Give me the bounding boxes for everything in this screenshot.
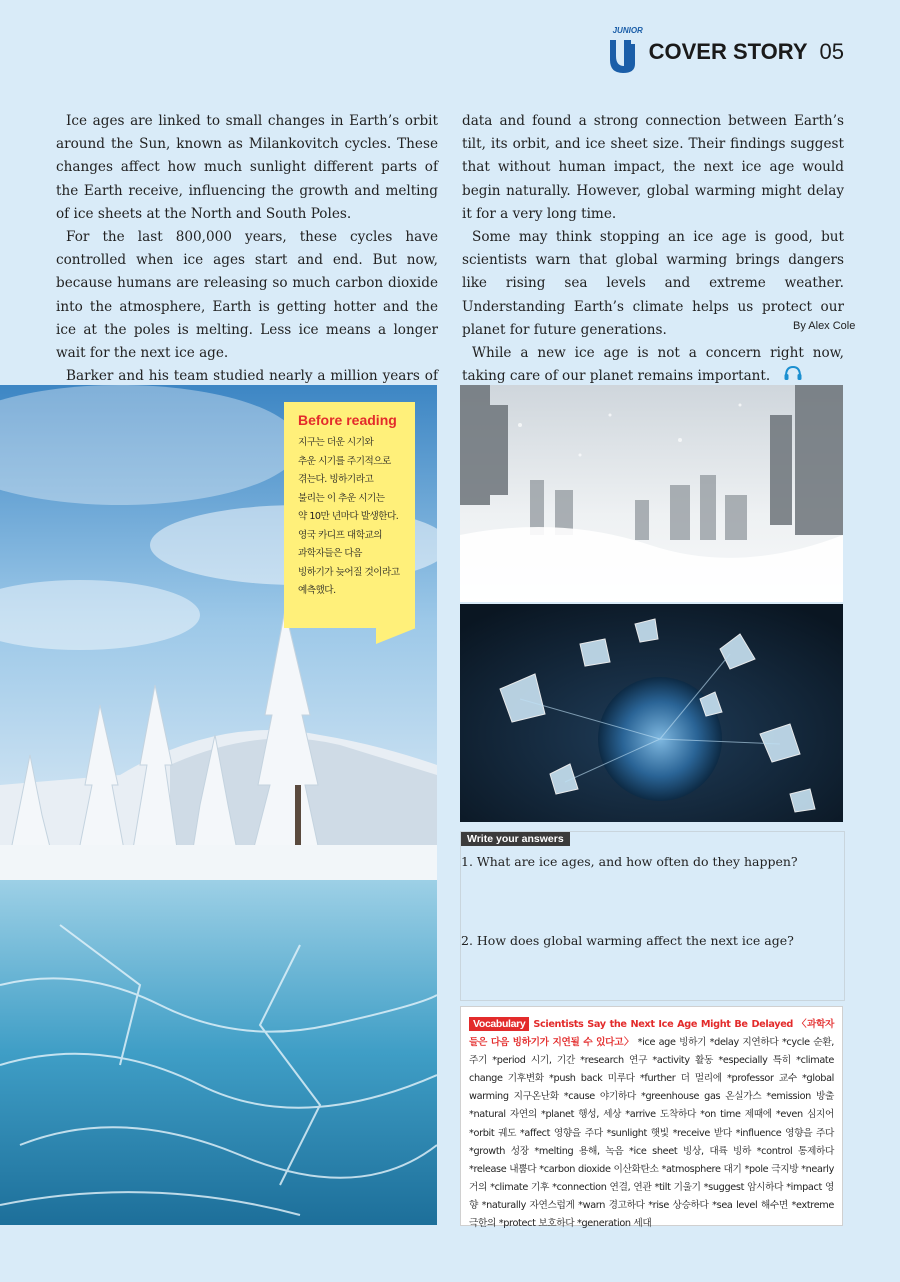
bubble-line: 겪는다. 빙하기라고 [298, 474, 374, 485]
section-title: COVER STORY [648, 39, 808, 64]
bubble-line: 지구는 더운 시기와 [298, 437, 374, 448]
page-header [607, 26, 844, 74]
bubble-line: 약 10만 년마다 발생한다. [298, 511, 399, 522]
before-reading-heading: Before reading [298, 412, 397, 428]
bubble-line: 예측했다. [298, 585, 336, 596]
article-right-column [462, 110, 844, 389]
shattered-earth-photo [460, 604, 843, 822]
bubble-tail [376, 628, 416, 644]
article-paragraph: Some may think stopping an ice age is good, but scientists warn that global warming brings dangers like rising sea levels and extreme weather. Understanding Earth’s climate helps us protect our planet for future generations. [462, 229, 844, 338]
article-paragraph: For the last 800,000 years, these cycles have controlled when ice ages start and end. But now, because humans are releasing so much carbon dioxide into the atmosphere, Earth is getting hotter and the ice at the poles is melting. Less ice means a longer wait for the next ice age. [56, 229, 438, 362]
bubble-line: 과학자들은 다음 [298, 548, 362, 559]
bubble-line: 추운 시기를 주기적으로 [298, 455, 391, 467]
byline: By Alex Cole [793, 320, 856, 332]
logo-junior-text: JUNIOR [612, 26, 643, 35]
question-2: 2. How does global warming affect the next ice age? [461, 933, 794, 948]
frozen-city-photo [460, 385, 843, 602]
article-paragraph: Barker and his team studied nearly a million years of [66, 368, 438, 385]
vocabulary-title: Scientists Say the Next Ice Age Might Be Delayed 〈과학자들은 다음 빙하기가 지연될 수 있다고〉 [469, 1019, 834, 1049]
bubble-line: 영국 카디프 대학교의 [298, 529, 383, 541]
vocabulary-tag: Vocabulary [469, 1017, 529, 1031]
article-left-column [56, 110, 438, 412]
article-paragraph: data and found a strong connection between Earth’s tilt, its orbit, and ice sheet size. Their findings suggest that without human impact, the next ice age would begin naturally. However, global warming might delay it for a very long time. [462, 113, 844, 222]
article-paragraph [462, 342, 844, 389]
before-reading-text [298, 434, 405, 601]
write-answers-box [460, 831, 845, 1001]
article-paragraph: Ice ages are linked to small changes in Earth’s orbit around the Sun, known as Milankovitch cycles. These changes affect how much sunlight different parts of the Earth receive, influencing the growth and melting of ice sheets at the North and South Poles. [56, 113, 438, 222]
write-answers-tag: Write your answers [461, 832, 570, 846]
before-reading-bubble [284, 402, 415, 628]
bubble-line: 불리는 이 추운 시기는 [298, 492, 385, 504]
vocabulary-body: *ice age 빙하기 *delay 지연하다 *cycle 순환, 주기 *period 시기, 기간 *research 연구 *activity 활동 *especially 특히 *climate change 기후변화 *push back 미루다 *further 더 멀리에 *professor 교수 *global warming 지구온난화 *cause 야기하다 *greenhouse gas 온실가스 *emission 방출 *natural 자연의 *planet 행성, 세상 *arrive 도착하다 *on time 제때에 *even 심지어 *orbit 궤도 *affect 영향을 주다 *sunlight 햇빛 *receive 받다 *influence 영향을 주다 *growth 성장 *melting 용해, 녹음 *ice sheet 빙상, 대륙 빙하 *control 통제하다 *release 내뿜다 *carbon dioxide 이산화탄소 *atmosphere 대기 *pole 극지방 *nearly 거의 *climate 기후 *connection 연결, 연관 *tilt 기울기 *suggest 암시하다 *impact 영향 *naturally 자연스럽게 *warn 경고하다 *rise 상승하다 *sea level 해수면 *extreme 극한의 *protect 보호하다 *generation 세대 [469, 1037, 834, 1230]
junior-logo-icon [607, 26, 643, 74]
article-closing-text: While a new ice age is not a concern right now, taking care of our planet remains important. [462, 345, 844, 385]
question-1: 1. What are ice ages, and how often do they happen? [461, 854, 798, 869]
page-number: 05 [819, 39, 844, 64]
bubble-line: 빙하기가 늦어질 것이라고 [298, 566, 400, 578]
vocabulary-box [460, 1006, 843, 1230]
